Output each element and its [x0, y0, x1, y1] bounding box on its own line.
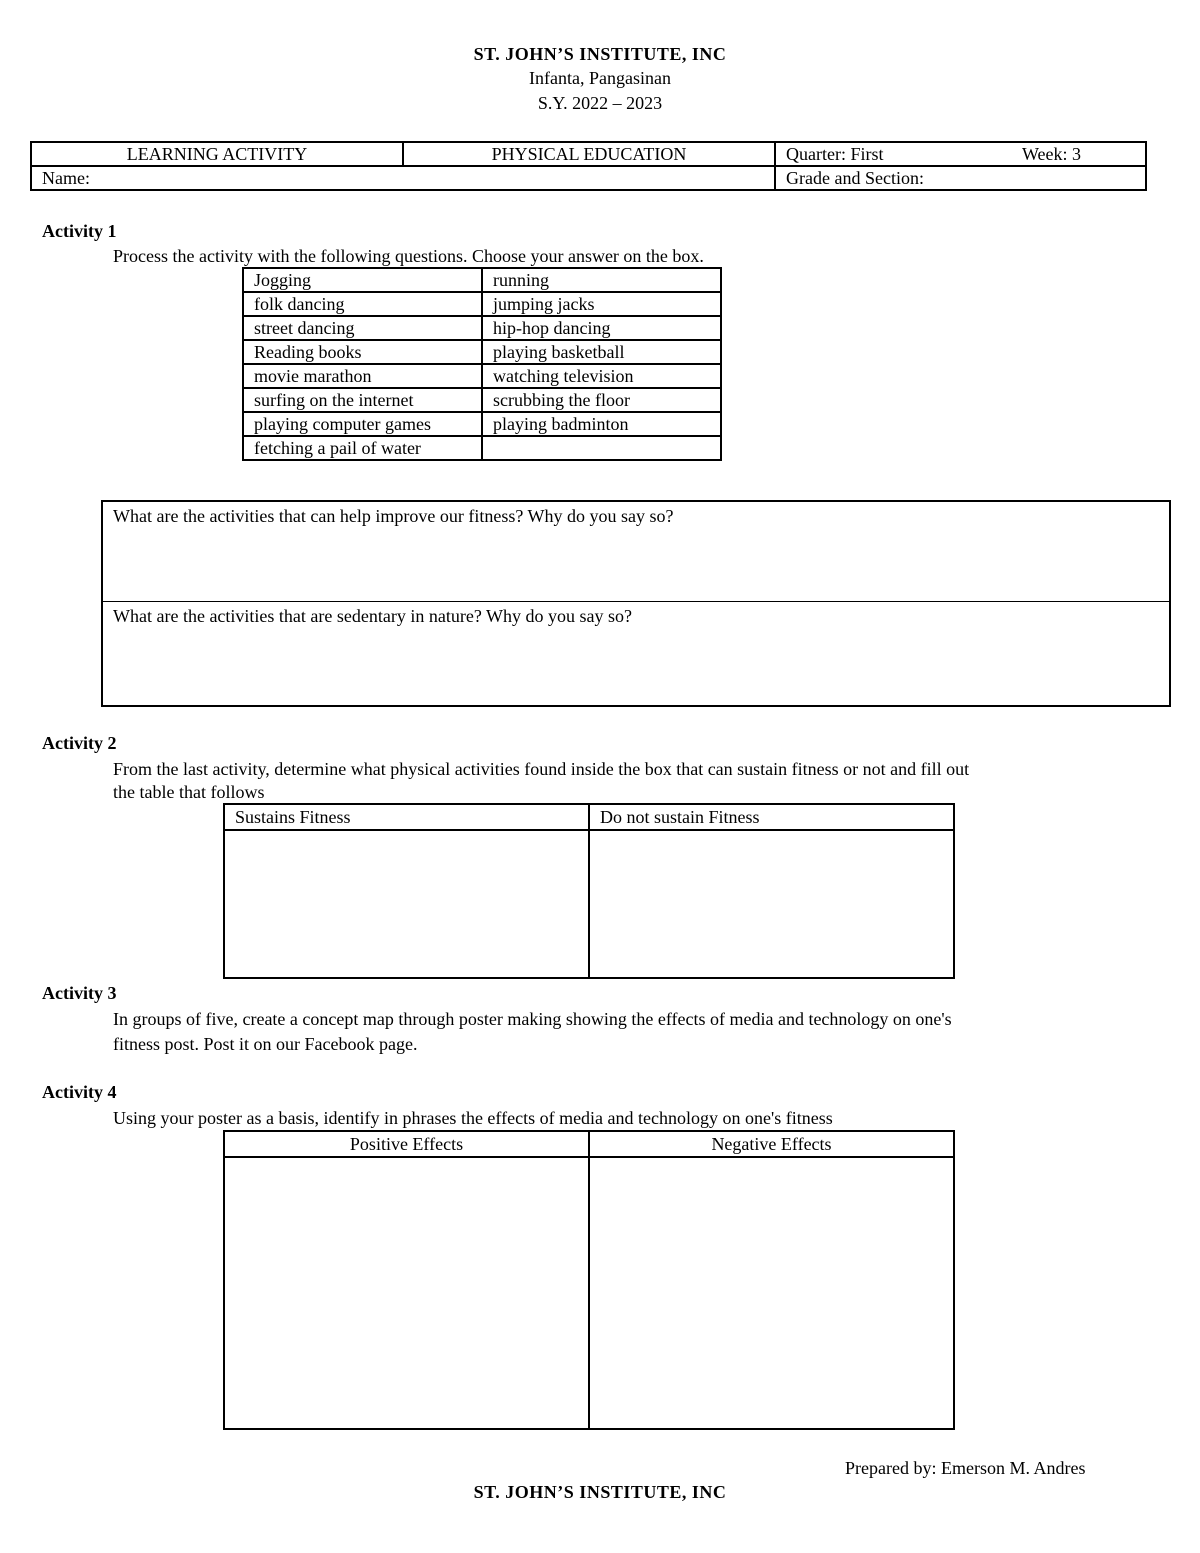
negative-effects-header: Negative Effects [589, 1131, 954, 1157]
subject-cell: PHYSICAL EDUCATION [403, 142, 775, 166]
info-table [30, 141, 1147, 191]
choice-cell: fetching a pail of water [243, 436, 482, 460]
question-fitness-answer-area[interactable] [103, 502, 1169, 602]
choice-cell: running [482, 268, 721, 292]
sustains-fitness-answer-cell[interactable] [224, 830, 589, 978]
choice-cell: Jogging [243, 268, 482, 292]
activity3-title: Activity 3 [42, 983, 117, 1003]
question-sedentary: What are the activities that are sedentary in nature? Why do you say so? [113, 606, 632, 626]
choice-cell: scrubbing the floor [482, 388, 721, 412]
not-sustain-fitness-answer-cell[interactable] [589, 830, 954, 978]
activity-type-cell: LEARNING ACTIVITY [31, 142, 403, 166]
table-row [243, 388, 721, 412]
positive-effects-answer-cell[interactable] [224, 1157, 589, 1429]
activity2-instruction-line1: From the last activity, determine what physical activities found inside the box that can sustain fitness or not and fill out [113, 759, 970, 779]
activity2-instruction-line2: the table that follows [113, 782, 265, 802]
positive-effects-header: Positive Effects [224, 1131, 589, 1157]
choice-cell: jumping jacks [482, 292, 721, 316]
week-label: Week: 3 [1022, 144, 1082, 164]
activity4-instruction: Using your poster as a basis, identify in phrases the effects of media and technology on one's fitness [113, 1108, 833, 1128]
choice-cell: watching television [482, 364, 721, 388]
choice-cell: hip-hop dancing [482, 316, 721, 340]
footer-school-name: ST. JOHN’S INSTITUTE, INC [473, 1482, 727, 1502]
activity1-title: Activity 1 [42, 221, 117, 241]
table-row [243, 316, 721, 340]
activity2-title: Activity 2 [42, 733, 117, 753]
table-row [243, 412, 721, 436]
effects-table [223, 1130, 955, 1430]
question-sedentary-answer-area[interactable] [103, 602, 1169, 702]
activity1-instruction: Process the activity with the following questions. Choose your answer on the box. [113, 246, 704, 266]
school-year: S.Y. 2022 – 2023 [537, 93, 663, 113]
prepared-by: Prepared by: Emerson M. Andres [845, 1458, 1086, 1478]
choice-cell: playing computer games [243, 412, 482, 436]
table-row [243, 436, 721, 460]
sustains-fitness-header: Sustains Fitness [224, 804, 589, 830]
not-sustain-fitness-header: Do not sustain Fitness [589, 804, 954, 830]
choice-cell [482, 436, 721, 460]
questions-box [101, 500, 1171, 707]
table-row [243, 340, 721, 364]
school-name: ST. JOHN’S INSTITUTE, INC [473, 44, 727, 64]
table-row [243, 364, 721, 388]
choices-table [242, 267, 722, 461]
activity3-instruction-line1: In groups of five, create a concept map through poster making showing the effects of media and technology on one's [113, 1009, 952, 1029]
choice-cell: surfing on the internet [243, 388, 482, 412]
grade-section-field: Grade and Section: [775, 166, 1146, 190]
question-fitness: What are the activities that can help improve our fitness? Why do you say so? [113, 506, 674, 526]
activity4-title: Activity 4 [42, 1082, 117, 1102]
table-row [243, 268, 721, 292]
fitness-table [223, 803, 955, 979]
choice-cell: movie marathon [243, 364, 482, 388]
activity3-instruction-line2: fitness post. Post it on our Facebook page. [113, 1034, 418, 1054]
choice-cell: playing basketball [482, 340, 721, 364]
quarter-label: Quarter: First [786, 144, 884, 164]
choice-cell: playing badminton [482, 412, 721, 436]
choice-cell: street dancing [243, 316, 482, 340]
quarter-week-cell [775, 142, 1146, 166]
negative-effects-answer-cell[interactable] [589, 1157, 954, 1429]
name-field: Name: [31, 166, 775, 190]
choice-cell: folk dancing [243, 292, 482, 316]
table-row [243, 292, 721, 316]
choice-cell: Reading books [243, 340, 482, 364]
school-address: Infanta, Pangasinan [529, 68, 671, 88]
